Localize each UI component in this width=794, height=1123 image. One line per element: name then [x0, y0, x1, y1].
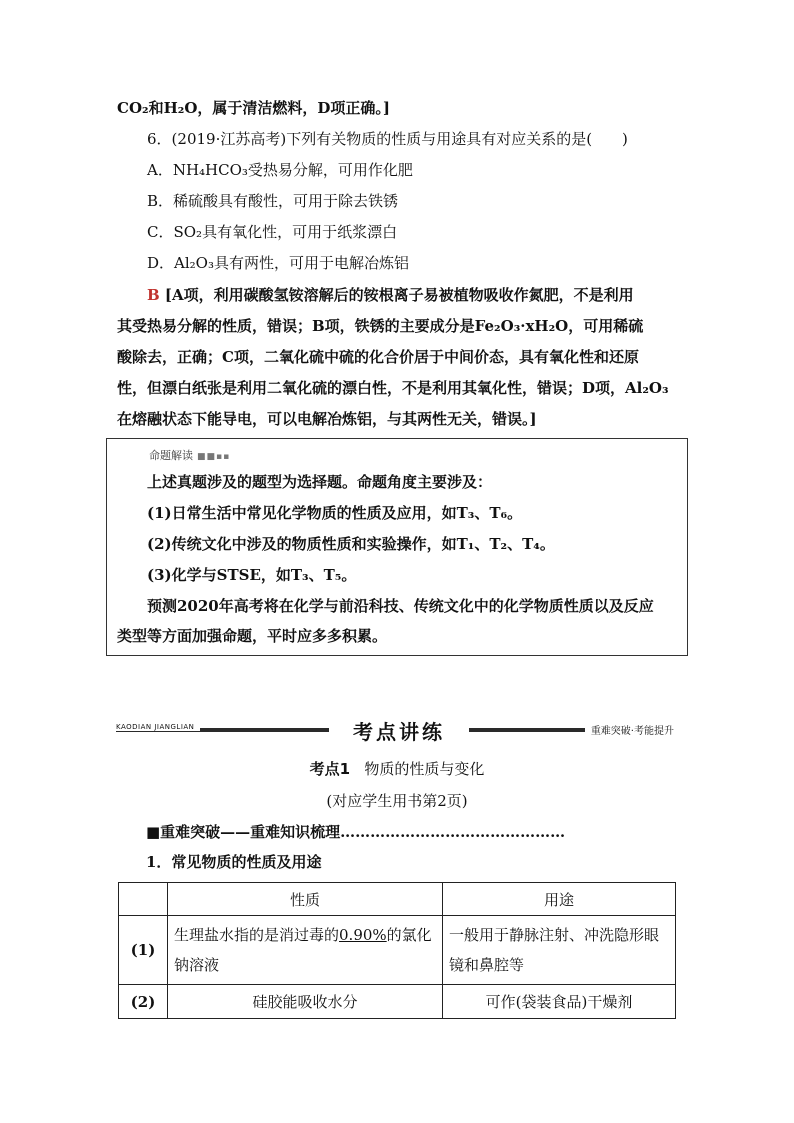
row-num: (1)	[119, 916, 168, 985]
analysis-line-2: (1)日常生活中常见化学物质的性质及应用，如T₃、T₆。	[147, 504, 523, 522]
table-header-property: 性质	[168, 883, 443, 916]
table-header-num	[119, 883, 168, 916]
question-6-stem: 6．(2019·江苏高考)下列有关物质的性质与用途具有对应关系的是( )	[147, 130, 628, 148]
section-heading: ■重难突破——重难知识梳理………………………………………	[146, 823, 566, 841]
properties-table	[118, 882, 676, 1019]
table-row	[119, 985, 676, 1019]
analysis-line-5: 预测2020年高考将在化学与前沿科技、传统文化中的化学物质性质以及反应	[147, 597, 654, 615]
explanation-line-4: 性，但漂白纸张是利用二氧化硫的漂白性，不是利用其氧化性，错误；D项，Al₂O₃	[117, 379, 669, 397]
row-num: (2)	[119, 985, 168, 1019]
subsection-heading: 1．常见物质的性质及用途	[146, 853, 322, 871]
analysis-line-6: 类型等方面加强命题，平时应多多积累。	[117, 627, 388, 645]
table-header-use: 用途	[443, 883, 676, 916]
banner-center	[329, 716, 469, 742]
analysis-box-title: 命题解读 ■■▪▪	[149, 449, 231, 462]
row-use: 一般用于静脉注射、冲洗隐形眼镜和鼻腔等	[443, 916, 676, 985]
row-property: 硅胶能吸收水分	[168, 985, 443, 1019]
explanation-line-5: 在熔融状态下能导电，可以电解冶炼铝，与其两性无关，错误。]	[117, 410, 537, 428]
option-d: D．Al₂O₃具有两性，可用于电解冶炼铝	[147, 254, 409, 272]
table-row	[119, 916, 676, 985]
topic-label: 考点1	[309, 760, 351, 778]
prev-answer-tail: CO₂和H₂O，属于清洁燃料，D项正确。]	[117, 99, 390, 117]
row-property: 生理盐水指的是消过毒的0.90%的氯化钠溶液	[168, 916, 443, 985]
topic-heading	[0, 758, 794, 779]
analysis-line-4: (3)化学与STSE，如T₃、T₅。	[147, 566, 357, 584]
section-banner	[116, 718, 674, 742]
table-header-row	[119, 883, 676, 916]
explanation-line-2: 其受热易分解的性质，错误；B项，铁锈的主要成分是Fe₂O₃·xH₂O，可用稀硫	[117, 317, 644, 335]
banner-left-text: KAODIAN JIANGLIAN	[116, 723, 200, 731]
analysis-line-1: 上述真题涉及的题型为选择题。命题角度主要涉及：	[147, 473, 493, 491]
underlined-value: 0.90%	[339, 926, 387, 944]
topic-ref: (对应学生用书第2页)	[326, 792, 468, 810]
answer-letter: B	[147, 286, 160, 304]
answer-line-1	[147, 285, 634, 305]
option-c: C．SO₂具有氧化性，可用于纸浆漂白	[147, 223, 398, 241]
option-a: A．NH₄HCO₃受热易分解，可用作化肥	[147, 161, 413, 179]
explanation-line-1: [A项，利用碳酸氢铵溶解后的铵根离子易被植物吸收作氮肥，不是利用	[164, 286, 634, 304]
row-use: 可作(袋装食品)干燥剂	[443, 985, 676, 1019]
analysis-line-3: (2)传统文化中涉及的物质性质和实验操作，如T₁、T₂、T₄。	[147, 535, 555, 553]
banner-right-text: 重难突破·考能提升	[585, 722, 674, 737]
explanation-line-3: 酸除去，正确；C项，二氧化硫中硫的化合价居于中间价态，具有氧化性和还原	[117, 348, 639, 366]
topic-title: 物质的性质与变化	[364, 760, 485, 778]
analysis-box	[106, 438, 688, 656]
banner-title: 考点讲练	[353, 720, 445, 744]
option-b: B．稀硫酸具有酸性，可用于除去铁锈	[147, 192, 399, 210]
